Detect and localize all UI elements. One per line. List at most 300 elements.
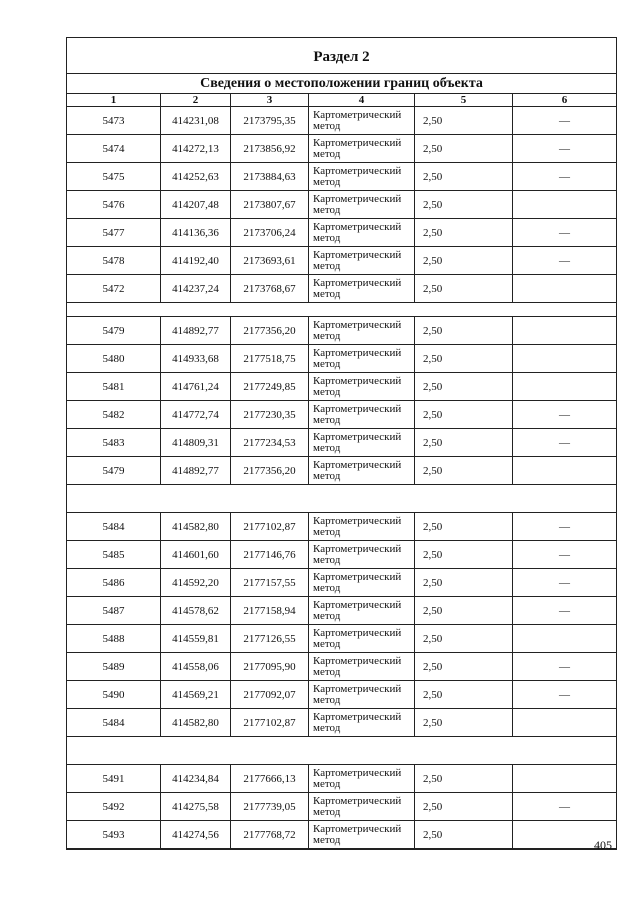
y-coordinate-value: 2177092,07 xyxy=(243,688,296,701)
point-number-cell xyxy=(67,275,161,302)
y-coordinate-cell xyxy=(231,653,309,680)
method-line-2: метод xyxy=(313,231,341,244)
accuracy-value: 2,50 xyxy=(423,198,443,211)
point-number-value: 5476 xyxy=(102,198,125,211)
table-row xyxy=(67,191,616,219)
method-cell xyxy=(309,765,415,792)
point-number-cell xyxy=(67,821,161,848)
method-cell xyxy=(309,625,415,652)
method-text xyxy=(313,712,401,734)
x-coordinate-cell xyxy=(161,653,231,680)
method-line-1: Картометрический xyxy=(313,514,402,527)
point-number-cell xyxy=(67,541,161,568)
coordinates-table xyxy=(66,37,617,850)
accuracy-cell xyxy=(415,597,513,624)
accuracy-value: 2,50 xyxy=(423,254,443,267)
method-text xyxy=(313,138,401,160)
table-row xyxy=(67,345,616,373)
y-coordinate-value: 2177230,35 xyxy=(243,408,296,421)
description-cell xyxy=(513,513,616,540)
accuracy-cell xyxy=(415,765,513,792)
x-coordinate-cell xyxy=(161,625,231,652)
method-text xyxy=(313,796,401,818)
accuracy-cell xyxy=(415,457,513,484)
group-separator-row xyxy=(67,485,616,513)
x-coordinate-value: 414559,81 xyxy=(172,632,219,645)
point-number-value: 5488 xyxy=(102,632,125,645)
table-row xyxy=(67,793,616,821)
point-number-cell xyxy=(67,345,161,372)
accuracy-cell xyxy=(415,135,513,162)
x-coordinate-cell xyxy=(161,373,231,400)
method-line-1: Картометрический xyxy=(313,626,402,639)
method-line-2: метод xyxy=(313,357,341,370)
y-coordinate-cell xyxy=(231,541,309,568)
method-text xyxy=(313,656,401,678)
method-cell xyxy=(309,793,415,820)
accuracy-cell xyxy=(415,513,513,540)
point-number-value: 5475 xyxy=(102,170,125,183)
column-number: 4 xyxy=(309,94,415,106)
y-coordinate-cell xyxy=(231,513,309,540)
column-number: 5 xyxy=(415,94,513,106)
description-value: — xyxy=(559,660,570,673)
accuracy-value: 2,50 xyxy=(423,772,443,785)
description-value: — xyxy=(559,688,570,701)
method-line-2: метод xyxy=(313,805,341,818)
x-coordinate-cell xyxy=(161,765,231,792)
y-coordinate-value: 2173706,24 xyxy=(243,226,296,239)
method-cell xyxy=(309,457,415,484)
y-coordinate-cell xyxy=(231,821,309,848)
method-line-1: Картометрический xyxy=(313,248,402,261)
method-line-1: Картометрический xyxy=(313,430,402,443)
point-number-value: 5478 xyxy=(102,254,125,267)
description-cell xyxy=(513,163,616,190)
y-coordinate-cell xyxy=(231,401,309,428)
table-row xyxy=(67,821,616,849)
method-text xyxy=(313,348,401,370)
x-coordinate-cell xyxy=(161,541,231,568)
method-line-2: метод xyxy=(313,609,341,622)
point-number-value: 5481 xyxy=(102,380,125,393)
method-text xyxy=(313,320,401,342)
x-coordinate-cell xyxy=(161,135,231,162)
x-coordinate-value: 414136,36 xyxy=(172,226,219,239)
method-cell xyxy=(309,247,415,274)
y-coordinate-value: 2177102,87 xyxy=(243,520,296,533)
method-cell xyxy=(309,541,415,568)
method-line-1: Картометрический xyxy=(313,542,402,555)
accuracy-value: 2,50 xyxy=(423,464,443,477)
x-coordinate-value: 414234,84 xyxy=(172,772,219,785)
point-number-value: 5493 xyxy=(102,828,125,841)
x-coordinate-cell xyxy=(161,569,231,596)
point-number-value: 5484 xyxy=(102,716,125,729)
table-row xyxy=(67,765,616,793)
x-coordinate-cell xyxy=(161,821,231,848)
method-text xyxy=(313,628,401,650)
method-line-2: метод xyxy=(313,203,341,216)
accuracy-cell xyxy=(415,219,513,246)
method-line-1: Картометрический xyxy=(313,654,402,667)
method-line-2: метод xyxy=(313,287,341,300)
method-text xyxy=(313,572,401,594)
method-cell xyxy=(309,821,415,848)
y-coordinate-value: 2177158,94 xyxy=(243,604,296,617)
description-cell xyxy=(513,275,616,302)
method-cell xyxy=(309,429,415,456)
table-row xyxy=(67,247,616,275)
y-coordinate-cell xyxy=(231,219,309,246)
point-number-value: 5473 xyxy=(102,114,125,127)
accuracy-value: 2,50 xyxy=(423,282,443,295)
method-line-1: Картометрический xyxy=(313,570,402,583)
method-line-1: Картометрический xyxy=(313,346,402,359)
x-coordinate-value: 414274,56 xyxy=(172,828,219,841)
column-number: 2 xyxy=(161,94,231,106)
x-coordinate-cell xyxy=(161,429,231,456)
description-cell xyxy=(513,401,616,428)
accuracy-cell xyxy=(415,401,513,428)
accuracy-value: 2,50 xyxy=(423,828,443,841)
method-cell xyxy=(309,191,415,218)
y-coordinate-value: 2177739,05 xyxy=(243,800,296,813)
y-coordinate-value: 2173856,92 xyxy=(243,142,296,155)
point-number-cell xyxy=(67,457,161,484)
x-coordinate-value: 414558,06 xyxy=(172,660,219,673)
group-separator-row xyxy=(67,737,616,765)
method-text xyxy=(313,516,401,538)
method-cell xyxy=(309,219,415,246)
point-number-value: 5487 xyxy=(102,604,125,617)
x-coordinate-cell xyxy=(161,681,231,708)
method-cell xyxy=(309,681,415,708)
table-row xyxy=(67,135,616,163)
y-coordinate-value: 2177146,76 xyxy=(243,548,296,561)
accuracy-cell xyxy=(415,163,513,190)
description-cell xyxy=(513,541,616,568)
accuracy-value: 2,50 xyxy=(423,436,443,449)
table-row xyxy=(67,457,616,485)
y-coordinate-cell xyxy=(231,275,309,302)
accuracy-value: 2,50 xyxy=(423,226,443,239)
accuracy-cell xyxy=(415,541,513,568)
x-coordinate-value: 414933,68 xyxy=(172,352,219,365)
point-number-cell xyxy=(67,709,161,736)
method-cell xyxy=(309,597,415,624)
accuracy-cell xyxy=(415,107,513,134)
method-text xyxy=(313,824,401,846)
point-number-cell xyxy=(67,219,161,246)
x-coordinate-cell xyxy=(161,275,231,302)
description-cell xyxy=(513,765,616,792)
point-number-cell xyxy=(67,373,161,400)
description-value: — xyxy=(559,576,570,589)
accuracy-value: 2,50 xyxy=(423,380,443,393)
method-text xyxy=(313,600,401,622)
point-number-cell xyxy=(67,653,161,680)
accuracy-value: 2,50 xyxy=(423,632,443,645)
table-row xyxy=(67,429,616,457)
point-number-cell xyxy=(67,597,161,624)
accuracy-value: 2,50 xyxy=(423,688,443,701)
y-coordinate-cell xyxy=(231,429,309,456)
method-line-1: Картометрический xyxy=(313,710,402,723)
y-coordinate-cell xyxy=(231,569,309,596)
y-coordinate-cell xyxy=(231,135,309,162)
point-number-cell xyxy=(67,625,161,652)
method-line-2: метод xyxy=(313,413,341,426)
method-line-1: Картометрический xyxy=(313,192,402,205)
x-coordinate-cell xyxy=(161,191,231,218)
method-line-2: метод xyxy=(313,469,341,482)
table-row xyxy=(67,597,616,625)
page-number: 405 xyxy=(594,838,612,852)
description-value: — xyxy=(559,170,570,183)
accuracy-value: 2,50 xyxy=(423,800,443,813)
description-value: — xyxy=(559,254,570,267)
description-value: — xyxy=(559,226,570,239)
point-number-value: 5489 xyxy=(102,660,125,673)
description-cell xyxy=(513,135,616,162)
accuracy-cell xyxy=(415,681,513,708)
accuracy-value: 2,50 xyxy=(423,408,443,421)
description-cell xyxy=(513,317,616,344)
method-line-2: метод xyxy=(313,721,341,734)
description-value: — xyxy=(559,408,570,421)
x-coordinate-value: 414192,40 xyxy=(172,254,219,267)
method-text xyxy=(313,222,401,244)
y-coordinate-value: 2177518,75 xyxy=(243,352,296,365)
method-text xyxy=(313,684,401,706)
x-coordinate-cell xyxy=(161,597,231,624)
table-row xyxy=(67,513,616,541)
point-number-value: 5479 xyxy=(102,464,125,477)
method-line-2: метод xyxy=(313,581,341,594)
x-coordinate-value: 414592,20 xyxy=(172,576,219,589)
method-line-2: метод xyxy=(313,637,341,650)
y-coordinate-value: 2173693,61 xyxy=(243,254,296,267)
x-coordinate-cell xyxy=(161,513,231,540)
method-line-2: метод xyxy=(313,777,341,790)
method-line-1: Картометрический xyxy=(313,220,402,233)
accuracy-cell xyxy=(415,429,513,456)
column-number: 6 xyxy=(561,94,568,106)
x-coordinate-cell xyxy=(161,247,231,274)
accuracy-value: 2,50 xyxy=(423,716,443,729)
x-coordinate-value: 414601,60 xyxy=(172,548,219,561)
description-value: — xyxy=(559,548,570,561)
method-text xyxy=(313,404,401,426)
method-line-1: Картометрический xyxy=(313,822,402,835)
point-number-value: 5482 xyxy=(102,408,125,421)
method-cell xyxy=(309,401,415,428)
x-coordinate-value: 414578,62 xyxy=(172,604,219,617)
description-cell xyxy=(513,345,616,372)
point-number-cell xyxy=(67,163,161,190)
x-coordinate-value: 414237,24 xyxy=(172,282,219,295)
accuracy-value: 2,50 xyxy=(423,352,443,365)
x-coordinate-cell xyxy=(161,317,231,344)
accuracy-cell xyxy=(415,247,513,274)
point-number-value: 5484 xyxy=(102,520,125,533)
description-cell xyxy=(513,219,616,246)
accuracy-cell xyxy=(415,317,513,344)
y-coordinate-cell xyxy=(231,597,309,624)
method-line-2: метод xyxy=(313,385,341,398)
x-coordinate-cell xyxy=(161,345,231,372)
description-cell xyxy=(513,373,616,400)
y-coordinate-value: 2173884,63 xyxy=(243,170,296,183)
method-text xyxy=(313,194,401,216)
y-coordinate-cell xyxy=(231,107,309,134)
table-row xyxy=(67,373,616,401)
method-text xyxy=(313,250,401,272)
point-number-value: 5477 xyxy=(102,226,125,239)
y-coordinate-cell xyxy=(231,317,309,344)
description-cell xyxy=(513,597,616,624)
x-coordinate-value: 414809,31 xyxy=(172,436,219,449)
accuracy-cell xyxy=(415,345,513,372)
y-coordinate-value: 2177666,13 xyxy=(243,772,296,785)
point-number-value: 5479 xyxy=(102,324,125,337)
y-coordinate-cell xyxy=(231,247,309,274)
point-number-cell xyxy=(67,247,161,274)
method-line-1: Картометрический xyxy=(313,458,402,471)
x-coordinate-cell xyxy=(161,401,231,428)
accuracy-value: 2,50 xyxy=(423,324,443,337)
point-number-cell xyxy=(67,107,161,134)
method-text xyxy=(313,768,401,790)
column-number: 3 xyxy=(231,94,309,106)
x-coordinate-value: 414569,21 xyxy=(172,688,219,701)
accuracy-value: 2,50 xyxy=(423,520,443,533)
method-line-2: метод xyxy=(313,329,341,342)
y-coordinate-value: 2177356,20 xyxy=(243,324,296,337)
method-line-2: метод xyxy=(313,441,341,454)
x-coordinate-value: 414275,58 xyxy=(172,800,219,813)
method-text xyxy=(313,460,401,482)
y-coordinate-cell xyxy=(231,373,309,400)
method-cell xyxy=(309,513,415,540)
table-row xyxy=(67,681,616,709)
y-coordinate-value: 2177249,85 xyxy=(243,380,296,393)
method-line-1: Картометрический xyxy=(313,318,402,331)
description-value: — xyxy=(559,604,570,617)
method-text xyxy=(313,166,401,188)
method-line-1: Картометрический xyxy=(313,766,402,779)
method-line-2: метод xyxy=(313,119,341,132)
point-number-value: 5486 xyxy=(102,576,125,589)
method-cell xyxy=(309,345,415,372)
y-coordinate-value: 2177157,55 xyxy=(243,576,296,589)
accuracy-value: 2,50 xyxy=(423,660,443,673)
x-coordinate-value: 414772,74 xyxy=(172,408,219,421)
method-line-2: метод xyxy=(313,833,341,846)
x-coordinate-value: 414892,77 xyxy=(172,464,219,477)
method-line-1: Картометрический xyxy=(313,374,402,387)
accuracy-cell xyxy=(415,275,513,302)
point-number-value: 5474 xyxy=(102,142,125,155)
method-cell xyxy=(309,275,415,302)
accuracy-cell xyxy=(415,625,513,652)
x-coordinate-cell xyxy=(161,457,231,484)
section-title: Раздел 2 xyxy=(67,38,616,74)
method-line-2: метод xyxy=(313,175,341,188)
y-coordinate-cell xyxy=(231,457,309,484)
point-number-value: 5480 xyxy=(102,352,125,365)
description-cell xyxy=(513,653,616,680)
method-cell xyxy=(309,317,415,344)
description-cell xyxy=(513,457,616,484)
accuracy-cell xyxy=(415,191,513,218)
method-line-1: Картометрический xyxy=(313,276,402,289)
accuracy-cell xyxy=(415,821,513,848)
y-coordinate-cell xyxy=(231,681,309,708)
point-number-cell xyxy=(67,765,161,792)
point-number-cell xyxy=(67,429,161,456)
x-coordinate-value: 414582,80 xyxy=(172,520,219,533)
x-coordinate-cell xyxy=(161,219,231,246)
description-cell xyxy=(513,569,616,596)
y-coordinate-value: 2177234,53 xyxy=(243,436,296,449)
accuracy-value: 2,50 xyxy=(423,114,443,127)
table-row xyxy=(67,569,616,597)
accuracy-cell xyxy=(415,373,513,400)
method-line-1: Картометрический xyxy=(313,164,402,177)
accuracy-cell xyxy=(415,569,513,596)
method-line-2: метод xyxy=(313,525,341,538)
x-coordinate-value: 414582,80 xyxy=(172,716,219,729)
y-coordinate-value: 2173768,67 xyxy=(243,282,296,295)
accuracy-value: 2,50 xyxy=(423,576,443,589)
table-row xyxy=(67,709,616,737)
table-body xyxy=(67,107,616,849)
description-cell xyxy=(513,107,616,134)
point-number-value: 5485 xyxy=(102,548,125,561)
table-row xyxy=(67,653,616,681)
x-coordinate-value: 414272,13 xyxy=(172,142,219,155)
table-row xyxy=(67,163,616,191)
point-number-value: 5483 xyxy=(102,436,125,449)
description-value: — xyxy=(559,800,570,813)
table-row xyxy=(67,625,616,653)
table-row xyxy=(67,219,616,247)
x-coordinate-value: 414231,08 xyxy=(172,114,219,127)
method-line-2: метод xyxy=(313,259,341,272)
accuracy-cell xyxy=(415,653,513,680)
method-cell xyxy=(309,569,415,596)
accuracy-value: 2,50 xyxy=(423,170,443,183)
x-coordinate-cell xyxy=(161,107,231,134)
x-coordinate-value: 414252,63 xyxy=(172,170,219,183)
column-number: 1 xyxy=(67,94,161,106)
y-coordinate-cell xyxy=(231,345,309,372)
y-coordinate-cell xyxy=(231,765,309,792)
method-cell xyxy=(309,107,415,134)
description-cell xyxy=(513,429,616,456)
y-coordinate-cell xyxy=(231,191,309,218)
y-coordinate-value: 2173795,35 xyxy=(243,114,296,127)
accuracy-value: 2,50 xyxy=(423,142,443,155)
description-cell xyxy=(513,625,616,652)
x-coordinate-cell xyxy=(161,709,231,736)
accuracy-value: 2,50 xyxy=(423,604,443,617)
y-coordinate-value: 2177356,20 xyxy=(243,464,296,477)
method-line-2: метод xyxy=(313,665,341,678)
method-line-2: метод xyxy=(313,147,341,160)
